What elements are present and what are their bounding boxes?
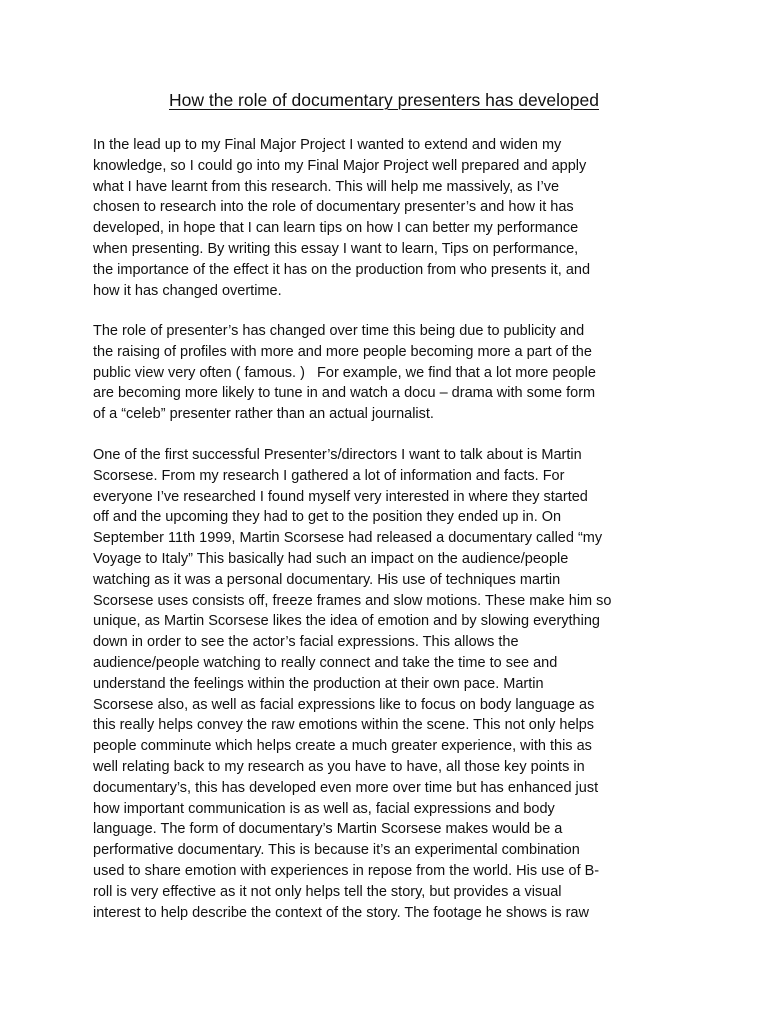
paragraph-line: down in order to see the actor’s facial expressions. This allows the xyxy=(93,634,519,651)
paragraph-line: how important communication is as well as, facial expressions and body xyxy=(93,800,555,817)
paragraph-line: performative documentary. This is because it’s an experimental combination xyxy=(93,842,580,859)
paragraph-line: interest to help describe the context of the story. The footage he shows is raw xyxy=(93,904,589,921)
document-title-text: How the role of documentary presenters has developed xyxy=(169,90,599,110)
paragraph-line: used to share emotion with experiences in repose from the world. His use of B- xyxy=(93,862,600,879)
paragraph-line: how it has changed overtime. xyxy=(93,282,282,299)
paragraph-line: when presenting. By writing this essay I want to learn, Tips on performance, xyxy=(93,240,579,257)
paragraph-line: the raising of profiles with more and more people becoming more a part of the xyxy=(93,343,592,360)
paragraph-intro xyxy=(93,135,693,301)
paragraph-line: what I have learnt from this research. This will help me massively, as I’ve xyxy=(93,178,560,195)
paragraph-line: the importance of the effect it has on the production from who presents it, and xyxy=(93,261,591,278)
paragraph-line: public view very often ( famous. ) For example, we find that a lot more people xyxy=(93,364,596,381)
paragraph-line: The role of presenter’s has changed over time this being due to publicity and xyxy=(93,323,585,339)
paragraph-line: Scorsese also, as well as facial expressions like to focus on body language as xyxy=(93,696,595,713)
paragraph-line: language. The form of documentary’s Martin Scorsese makes would be a xyxy=(93,821,563,838)
paragraph-line: everyone I’ve researched I found myself very interested in where they started xyxy=(93,488,588,505)
paragraph-line: this really helps convey the raw emotions within the scene. This not only helps xyxy=(93,717,595,734)
paragraph-line: well relating back to my research as you have to have, all those key points in xyxy=(93,758,585,775)
paragraph-line: knowledge, so I could go into my Final Major Project well prepared and apply xyxy=(93,157,587,174)
paragraph-line: off and the upcoming they had to get to the position they ended up in. On xyxy=(93,509,562,526)
paragraph-line: roll is very effective as it not only helps tell the story, but provides a visual xyxy=(93,883,562,900)
paragraph-line: watching as it was a personal documentary. His use of techniques martin xyxy=(93,571,561,588)
paragraph-line: Scorsese. From my research I gathered a lot of information and facts. For xyxy=(93,467,565,484)
paragraph-presenter-role xyxy=(93,321,693,425)
paragraph-line: Voyage to Italy” This basically had such an impact on the audience/people xyxy=(93,550,569,567)
paragraph-martin-scorsese xyxy=(93,445,693,923)
paragraph-line: people comminute which helps create a much greater experience, with this as xyxy=(93,738,592,755)
paragraph-line: of a “celeb” presenter rather than an actual journalist. xyxy=(93,406,434,423)
paragraph-line: understand the feelings within the production at their own pace. Martin xyxy=(93,675,544,692)
paragraph-line: In the lead up to my Final Major Project I wanted to extend and widen my xyxy=(93,137,562,153)
document-title xyxy=(0,88,768,112)
paragraph-line: documentary’s, this has developed even more over time but has enhanced just xyxy=(93,779,599,796)
paragraph-line: Scorsese uses consists off, freeze frames and slow motions. These make him so xyxy=(93,592,612,609)
paragraph-line: One of the first successful Presenter’s/directors I want to talk about is Martin xyxy=(93,447,582,463)
paragraph-line: unique, as Martin Scorsese likes the idea of emotion and by slowing everything xyxy=(93,613,600,630)
paragraph-line: chosen to research into the role of documentary presenter’s and how it has xyxy=(93,199,574,216)
paragraph-line: September 11th 1999, Martin Scorsese had released a documentary called “my xyxy=(93,530,603,547)
paragraph-line: are becoming more likely to tune in and watch a docu – drama with some form xyxy=(93,385,596,402)
paragraph-line: developed, in hope that I can learn tips on how I can better my performance xyxy=(93,220,579,237)
paragraph-line: audience/people watching to really connect and take the time to see and xyxy=(93,654,558,671)
